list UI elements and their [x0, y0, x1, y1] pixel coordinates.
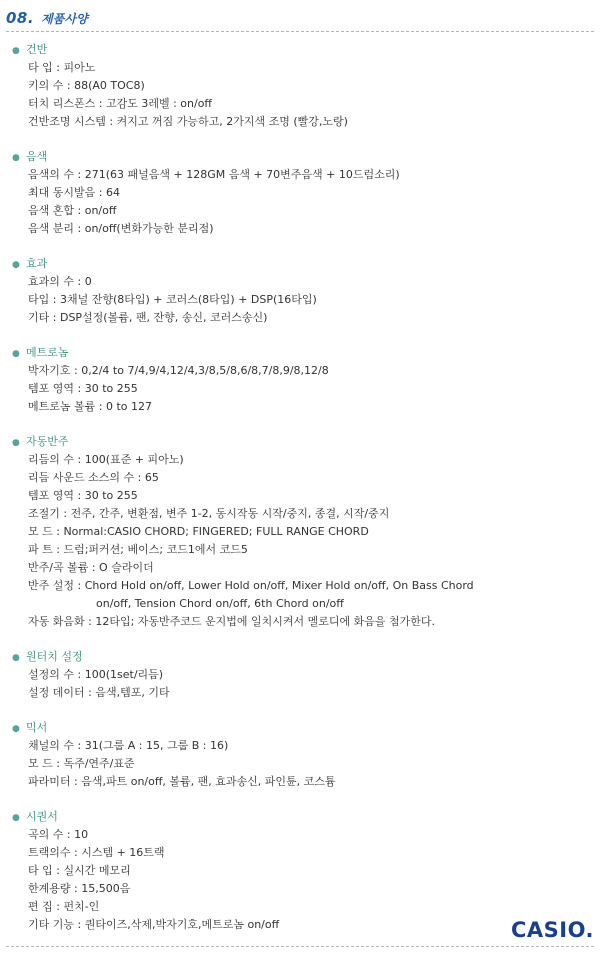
spec-row: [10, 398, 590, 416]
spec-value-continued: on/off, Tension Chord on/off, 6th Chord on/off: [96, 597, 344, 610]
spec-section-title: [10, 808, 590, 826]
spec-value: 피아노: [63, 61, 96, 74]
spec-label: 반주 설정: [28, 579, 75, 592]
spec-label: 메트로놈 볼륨: [28, 400, 96, 413]
bullet-icon: ●: [12, 260, 20, 270]
spec-row: [10, 202, 590, 220]
spec-separator: :: [95, 97, 106, 110]
spec-label: 기타 기능: [28, 918, 75, 931]
spec-row: [10, 916, 590, 934]
spec-value: 고감도 3레벨 : on/off: [105, 97, 213, 110]
spec-row: [10, 291, 590, 309]
header-divider: [6, 31, 594, 32]
spec-row: [10, 309, 590, 327]
spec-label: 모 드: [28, 525, 53, 538]
spec-value: 음색,파트 on/off, 볼륨, 팬, 효과송신, 파인튠, 코스튬: [81, 775, 336, 788]
spec-label: 타 입: [28, 864, 53, 877]
spec-separator: :: [52, 543, 64, 556]
spec-row: [10, 505, 590, 523]
spec-separator: :: [70, 775, 82, 788]
spec-value: 31(그룹 A : 15, 그룹 B : 16): [84, 739, 229, 752]
spec-row: [10, 451, 590, 469]
spec-section-title: [10, 648, 590, 666]
spec-value: Normal:CASIO CHORD; FINGERED; FULL RANGE CHORD: [63, 525, 369, 538]
bullet-icon: ●: [12, 653, 20, 663]
spec-label: 타 입: [28, 61, 53, 74]
spec-label: 파라미터: [28, 775, 71, 788]
spec-value: on/off(변화가능한 분리점): [84, 222, 214, 235]
spec-value: Chord Hold on/off, Lower Hold on/off, Mixer Hold on/off, On Bass Chord: [84, 579, 474, 592]
spec-section-label: 건반: [26, 43, 48, 56]
spec-label: 최대 동시발음: [28, 186, 96, 199]
spec-section-label: 효과: [26, 257, 48, 270]
spec-separator: :: [52, 61, 64, 74]
spec-section-title: [10, 41, 590, 59]
spec-label: 리듬 사운드 소스의 수: [28, 471, 135, 484]
spec-value: 0,2/4 to 7/4,9/4,12/4,3/8,5/8,6/8,7/8,9/8,12/8: [81, 364, 329, 377]
spec-separator: :: [84, 615, 96, 628]
spec-separator: :: [74, 453, 85, 466]
spec-separator: :: [105, 115, 117, 128]
spec-row: [10, 577, 590, 595]
spec-value: 12타입; 자동반주코드 운지법에 일치시켜서 멜로디에 화음을 첨가한다.: [95, 615, 436, 628]
spec-row: [10, 166, 590, 184]
spec-value: DSP설정(볼륨, 팬, 잔향, 송신, 코러스송신): [59, 311, 268, 324]
spec-row: [10, 898, 590, 916]
bullet-icon: ●: [12, 813, 20, 823]
spec-value: 65: [144, 471, 159, 484]
spec-value: 전주, 간주, 변환점, 변주 1-2, 동시작동 시작/중지, 종결, 시작/중지: [70, 507, 390, 520]
spec-section-label: 음색: [26, 150, 48, 163]
spec-section-label: 믹서: [26, 721, 48, 734]
spec-row: [10, 595, 590, 613]
spec-value: 100(1set/리듬): [84, 668, 164, 681]
spec-row: [10, 95, 590, 113]
spec-separator: :: [70, 364, 82, 377]
spec-label: 음색 분리: [28, 222, 75, 235]
spec-separator: :: [70, 846, 82, 859]
spec-value: 독주/연주/표준: [63, 757, 135, 770]
spec-separator: :: [74, 668, 85, 681]
spec-value: 드럼;퍼커션; 베이스; 코드1에서 코드5: [63, 543, 248, 556]
spec-separator: :: [70, 882, 82, 895]
bullet-icon: ●: [12, 349, 20, 359]
spec-value: 시스템 + 16트랙: [81, 846, 165, 859]
spec-separator: :: [84, 686, 96, 699]
spec-row: [10, 737, 590, 755]
spec-row: [10, 523, 590, 541]
bullet-icon: ●: [12, 46, 20, 56]
spec-separator: :: [49, 293, 60, 306]
spec-row: [10, 684, 590, 702]
spec-value: 30 to 255: [84, 489, 138, 502]
spec-separator: :: [74, 168, 85, 181]
spec-value: 퀀타이즈,삭제,박자기호,메트로놈 on/off: [84, 918, 280, 931]
spec-label: 트랙의수: [28, 846, 71, 859]
spec-label: 박자기호: [28, 364, 71, 377]
spec-separator: :: [52, 900, 64, 913]
spec-section: [10, 41, 590, 131]
spec-label: 자동 화음화: [28, 615, 85, 628]
spec-label: 템포 영역: [28, 382, 75, 395]
spec-section: [10, 433, 590, 631]
spec-label: 곡의 수: [28, 828, 64, 841]
casio-logo: CASIO.: [511, 918, 594, 942]
spec-section-label: 원터치 설정: [26, 650, 83, 663]
spec-separator: :: [74, 739, 85, 752]
spec-value: 음색,템포, 기타: [95, 686, 170, 699]
spec-label: 조절기: [28, 507, 60, 520]
spec-value: 3채널 잔향(8타입) + 코러스(8타입) + DSP(16타입): [59, 293, 317, 306]
spec-separator: :: [63, 828, 75, 841]
spec-separator: :: [52, 757, 64, 770]
spec-value: 0: [84, 275, 92, 288]
spec-value: 펀치-인: [63, 900, 100, 913]
spec-value: 271(63 패널음색 + 128GM 음색 + 70변주음색 + 10드럼소리): [84, 168, 400, 181]
spec-separator: :: [49, 311, 60, 324]
footer-divider: [6, 946, 594, 947]
spec-section-title: [10, 255, 590, 273]
spec-row: [10, 362, 590, 380]
spec-separator: :: [134, 471, 145, 484]
spec-row: [10, 844, 590, 862]
spec-row: [10, 613, 590, 631]
spec-label: 리듬의 수: [28, 453, 75, 466]
spec-label: 템포 영역: [28, 489, 75, 502]
spec-section-title: [10, 344, 590, 362]
spec-label: 건반조명 시스템: [28, 115, 106, 128]
spec-separator: :: [74, 918, 85, 931]
spec-row: [10, 826, 590, 844]
spec-separator: :: [74, 579, 85, 592]
spec-row: [10, 77, 590, 95]
spec-row: [10, 773, 590, 791]
spec-section-title: [10, 433, 590, 451]
spec-section-title: [10, 719, 590, 737]
spec-value: 켜지고 꺼짐 가능하고, 2가지색 조명 (빨강,노랑): [116, 115, 348, 128]
spec-value: 15,500음: [81, 882, 131, 895]
spec-section: [10, 808, 590, 934]
section-title: 제품사양: [41, 12, 88, 26]
spec-value: O 슬라이더: [99, 561, 154, 574]
spec-row: [10, 880, 590, 898]
spec-separator: :: [74, 489, 85, 502]
spec-row: [10, 220, 590, 238]
spec-row: [10, 559, 590, 577]
spec-label: 편 집: [28, 900, 53, 913]
spec-value: on/off: [84, 204, 117, 217]
spec-list: [10, 41, 590, 951]
spec-label: 채널의 수: [28, 739, 75, 752]
spec-separator: :: [52, 525, 64, 538]
spec-row: [10, 59, 590, 77]
spec-row: [10, 273, 590, 291]
spec-section-label: 시퀀서: [26, 810, 58, 823]
spec-separator: :: [74, 204, 85, 217]
spec-value: 64: [105, 186, 120, 199]
spec-row: [10, 541, 590, 559]
section-number: 08.: [6, 9, 35, 27]
spec-separator: :: [52, 864, 64, 877]
spec-label: 효과의 수: [28, 275, 75, 288]
spec-value: 88(A0 TOC8): [74, 79, 145, 92]
bullet-icon: ●: [12, 438, 20, 448]
spec-label: 터치 리스폰스: [28, 97, 96, 110]
spec-value: 10: [74, 828, 89, 841]
spec-separator: :: [59, 507, 71, 520]
spec-section-title: [10, 148, 590, 166]
spec-value: 0 to 127: [105, 400, 152, 413]
spec-section: [10, 148, 590, 238]
spec-separator: :: [88, 561, 100, 574]
spec-separator: :: [95, 400, 106, 413]
spec-label: 음색의 수: [28, 168, 75, 181]
spec-row: [10, 666, 590, 684]
bullet-icon: ●: [12, 724, 20, 734]
spec-row: [10, 113, 590, 131]
spec-row: [10, 862, 590, 880]
spec-value: 실시간 메모리: [63, 864, 131, 877]
spec-row: [10, 487, 590, 505]
spec-section-label: 메트로놈: [26, 346, 69, 359]
spec-label: 키의 수: [28, 79, 64, 92]
spec-label: 파 트: [28, 543, 53, 556]
spec-value: 30 to 255: [84, 382, 138, 395]
spec-label: 한계용량: [28, 882, 71, 895]
spec-label: 모 드: [28, 757, 53, 770]
spec-label: 음색 혼합: [28, 204, 75, 217]
spec-label: 설정 데이터: [28, 686, 85, 699]
spec-row: [10, 380, 590, 398]
spec-section-label: 자동반주: [26, 435, 69, 448]
spec-label: 설정의 수: [28, 668, 75, 681]
spec-row: [10, 755, 590, 773]
bullet-icon: ●: [12, 153, 20, 163]
spec-section: [10, 255, 590, 327]
spec-separator: :: [74, 275, 85, 288]
spec-value: 100(표준 + 피아노): [84, 453, 184, 466]
spec-row: [10, 184, 590, 202]
spec-separator: :: [74, 222, 85, 235]
spec-label: 반주/곡 볼륨: [28, 561, 89, 574]
spec-label: 기타: [28, 311, 50, 324]
spec-section: [10, 648, 590, 702]
spec-separator: :: [95, 186, 106, 199]
spec-label: 타입: [28, 293, 50, 306]
spec-separator: :: [74, 382, 85, 395]
spec-section: [10, 719, 590, 791]
spec-section: [10, 344, 590, 416]
spec-row: [10, 469, 590, 487]
spec-separator: :: [63, 79, 75, 92]
